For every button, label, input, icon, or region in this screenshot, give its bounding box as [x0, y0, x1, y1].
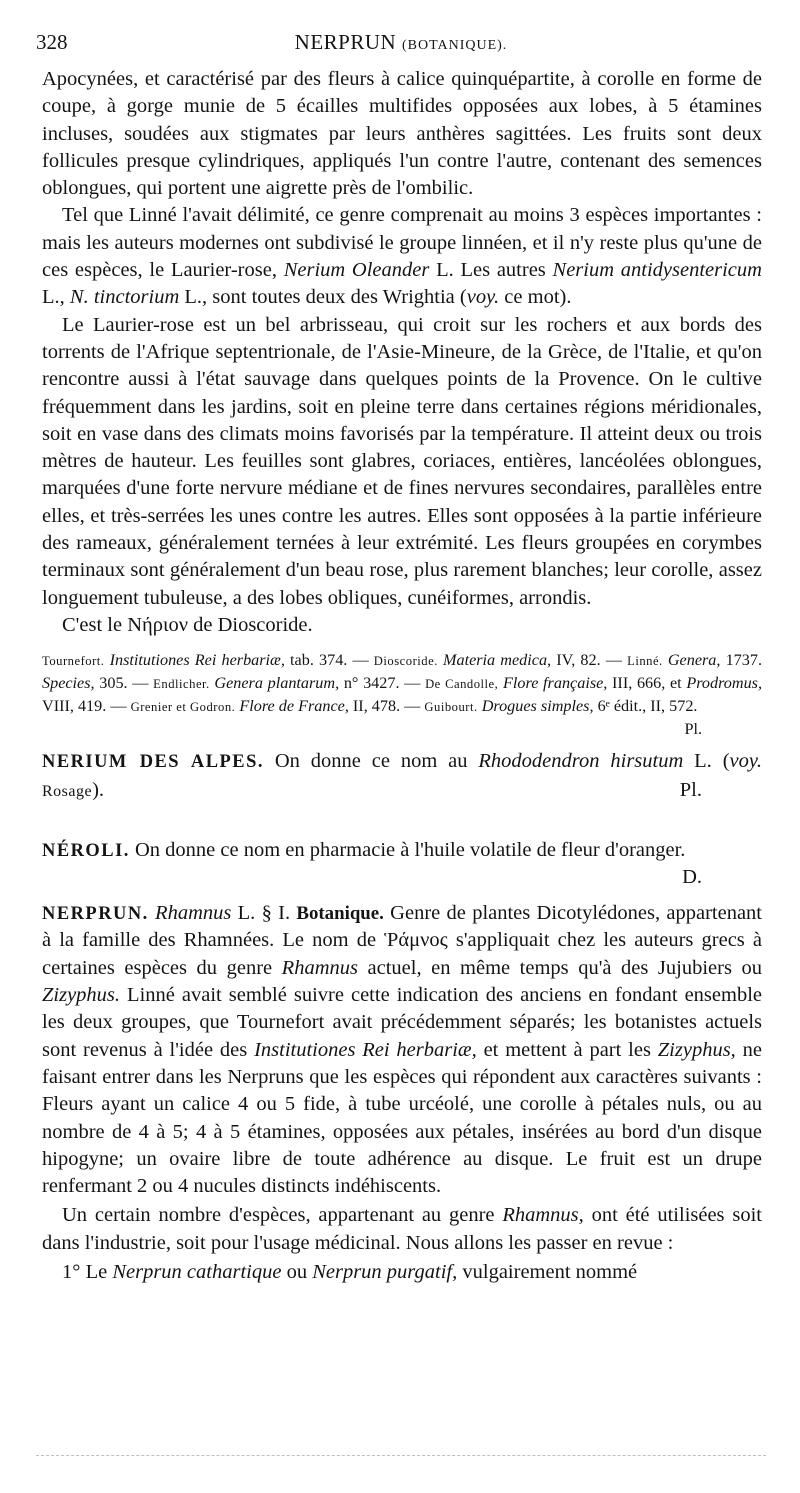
species-name: Nerium Oleander	[283, 259, 430, 282]
work-title: Flore de France,	[239, 697, 349, 716]
species-name: N. tinctorium	[69, 286, 180, 309]
reference: 305. —	[94, 674, 154, 693]
cross-reference: Rosage	[42, 782, 93, 800]
text-span: ou	[281, 1260, 313, 1283]
reference: III, 666, et	[607, 674, 687, 693]
author-name: Endlicher.	[153, 677, 210, 692]
page-body	[42, 66, 762, 1286]
text-span: C'est le	[62, 613, 128, 636]
entry-headword: NERPRUN.	[42, 903, 149, 924]
greek-word: Ῥάμνος	[384, 929, 448, 952]
work-title: Materia medica,	[443, 651, 552, 670]
entry-neroli	[42, 837, 762, 889]
work-title: Institutiones Rei herbariæ,	[109, 651, 285, 670]
paragraph-apocynees: Apocynées, et caractérisé par des fleurs à calice quinquépartite, à corolle en forme de coupe, à gorge munie de 5 écailles multifides opposées aux lobes, à 5 étamines incluses, soudées aux stigmates par leurs anthères sagittées. Les fruits sont deux follicules presque cylindriques, appliqués l'un contre l'autre, contenant des semences oblongues, qui portent une aigrette près de l'ombilic.	[42, 68, 762, 200]
work-title: Genera,	[667, 651, 721, 670]
list-number: 1°	[62, 1260, 81, 1283]
text-span: de Dioscoride.	[187, 613, 313, 636]
voy-reference: voy.	[466, 286, 500, 309]
entry-headword: NERIUM DES ALPES.	[42, 751, 264, 772]
reference: 6ᵉ édit., II, 572.	[593, 697, 698, 716]
author-name: Guibourt.	[424, 700, 478, 715]
reference: tab. 374. —	[284, 651, 374, 670]
author-name: Dioscoride.	[373, 654, 438, 669]
author-name: Linné.	[627, 654, 663, 669]
work-title: Institutiones Rei herbariæ,	[254, 1038, 477, 1061]
author-signature: Pl.	[684, 720, 702, 739]
reference: n° 3427. —	[339, 674, 426, 693]
species-name: Nerprun purgatif,	[312, 1260, 458, 1283]
greek-word: Νήριον	[127, 613, 188, 636]
text-span: actuel, en même temps qu'à des Jujubiers ou	[357, 956, 762, 979]
work-title: Flore française,	[503, 674, 608, 693]
text-span: ce mot).	[499, 286, 572, 309]
author-name: Grenier et Godron.	[130, 700, 236, 715]
author-name: Tournefort.	[42, 654, 105, 669]
text-span: L. Les autres	[429, 259, 553, 282]
text-span: Un certain nombre d'espèces, appartenant au genre	[62, 1204, 503, 1227]
text-span: ne faisant entrer dans les Nerpruns que les espèces qui répondent aux caractères suivants : Fleurs ayant un calice 4 ou 5 fide, à tube urcéolé, une corolle à pétales nuls, ou au nombre de 4 à 5; 4 à 5 étamines, opposées aux pétales, insérées au bord d'un disque hipogyne; un ovaire libre de toute adhérence au disque. Le fruit est un drupe renfermant 2 ou 4 nucules distincts indéhiscents.	[42, 1038, 762, 1198]
paragraph-linne	[42, 202, 762, 311]
work-title: Prodromus,	[686, 674, 763, 693]
paragraph-dioscoride	[42, 612, 762, 639]
text-span: L.,	[42, 286, 70, 309]
genus-name: Rhamnus,	[502, 1204, 584, 1227]
page-header	[36, 30, 766, 60]
work-title: Drogues simples,	[481, 697, 594, 716]
species-name: Rhododendron hirsutum	[478, 750, 684, 773]
running-title	[36, 30, 766, 55]
reference: VIII, 419. —	[42, 697, 131, 716]
paragraph-especes	[42, 1202, 762, 1257]
author-signature: D.	[682, 866, 702, 889]
entry-nerprun	[42, 900, 762, 1200]
genus-name: Zizyphus.	[42, 984, 121, 1007]
section-title: Botanique.	[296, 903, 384, 925]
entry-nerium-des-alpes	[42, 748, 762, 805]
text-span: Le	[80, 1260, 113, 1283]
reference: II, 478. —	[348, 697, 425, 716]
entry-headword: NÉROLI.	[42, 839, 130, 860]
author-name: De Candolle,	[425, 677, 499, 692]
text-span: vulgairement nommé	[457, 1260, 638, 1283]
work-title: Genera plantarum,	[214, 674, 340, 693]
text-span: L. (	[683, 750, 730, 773]
text-span: L. § I.	[231, 902, 297, 925]
text-span: On donne ce nom en pharmacie à l'huile volatile de fleur d'oranger.	[129, 838, 686, 861]
paragraph-nerprun-cathartique	[42, 1259, 762, 1286]
reference: 1737.	[720, 651, 763, 670]
reference: IV, 82. —	[551, 651, 628, 670]
text-span: ).	[92, 778, 105, 801]
genus-name: Rhamnus	[155, 902, 232, 925]
text-span: L., sont toutes deux des Wrightia (	[179, 286, 467, 309]
voy-reference: voy.	[729, 750, 762, 773]
text-span: On donne ce nom au	[263, 750, 479, 773]
running-title-sub: (BOTANIQUE).	[401, 38, 508, 53]
work-title: Species,	[42, 674, 95, 693]
species-name: Nerprun cathartique	[112, 1260, 282, 1283]
running-title-main: NERPRUN	[294, 30, 397, 54]
text-span: ont été utilisées soit dans l'industrie, soit pour l'usage médicinal. Nous allons les passer en revue :	[42, 1204, 762, 1254]
paragraph-laurier-rose: Le Laurier-rose est un bel arbrisseau, qui croit sur les rochers et aux bords des torrents de l'Afrique septentrionale, de l'Asie-Mineure, de la Grèce, de l'Italie, et qu'on rencontre aussi à l'état sauvage dans quelques points de la Provence. On le cultive fréquemment dans les jardins, soit en pleine terre dans certaines régions méridionales, soit en vase dans des climats moins favorisés par la température. Il atteint deux ou trois mètres de hauteur. Les feuilles sont glabres, coriaces, entières, lancéolées oblongues, marquées d'une forte nervure médiane et de fines nervures secondaires, parallèles entre elles, et très-serrées les unes contre les autres. Elles sont opposées à la partie inférieure des rameaux, généralement ternées à leur extrémité. Les fleurs groupées en corymbes terminaux sont généralement d'un beau rose, plus rarement blanches; leur corolle, assez longuement tubuleuse, a des lobes obliques, cunéiformes, arrondis.	[42, 313, 762, 609]
genus-name: Zizyphus,	[657, 1038, 736, 1061]
genus-name: Rhamnus	[281, 956, 358, 979]
text-span: Genre de plantes Dicotylédones, appartenant à la famille des Rhamnées. Le nom de	[42, 902, 762, 952]
text-span: Tel que Linné l'avait délimité, ce genre comprenait au moins 3 espèces importantes : mais les auteurs modernes ont subdivisé le groupe linnéen, et il n'y reste plus qu'une de ces espèces, le Laurier-rose,	[42, 204, 762, 282]
species-name: Nerium antidysentericum	[552, 259, 762, 282]
bibliography-notes	[42, 649, 763, 739]
author-signature: Pl.	[679, 778, 702, 801]
page-number: 328	[36, 30, 68, 54]
text-span: et mettent à part les	[476, 1038, 658, 1061]
text-span: s'appliquait chez les auteurs grecs à certaines espèces du genre	[42, 929, 762, 979]
page-bottom-rule	[36, 1455, 766, 1456]
text-span: Linné avait semblé suivre cette indication des anciens en fondant ensemble les deux groupes, que Tournefort avait précédemment séparés; les botanistes actuels sont revenus à l'idée des	[42, 984, 762, 1061]
